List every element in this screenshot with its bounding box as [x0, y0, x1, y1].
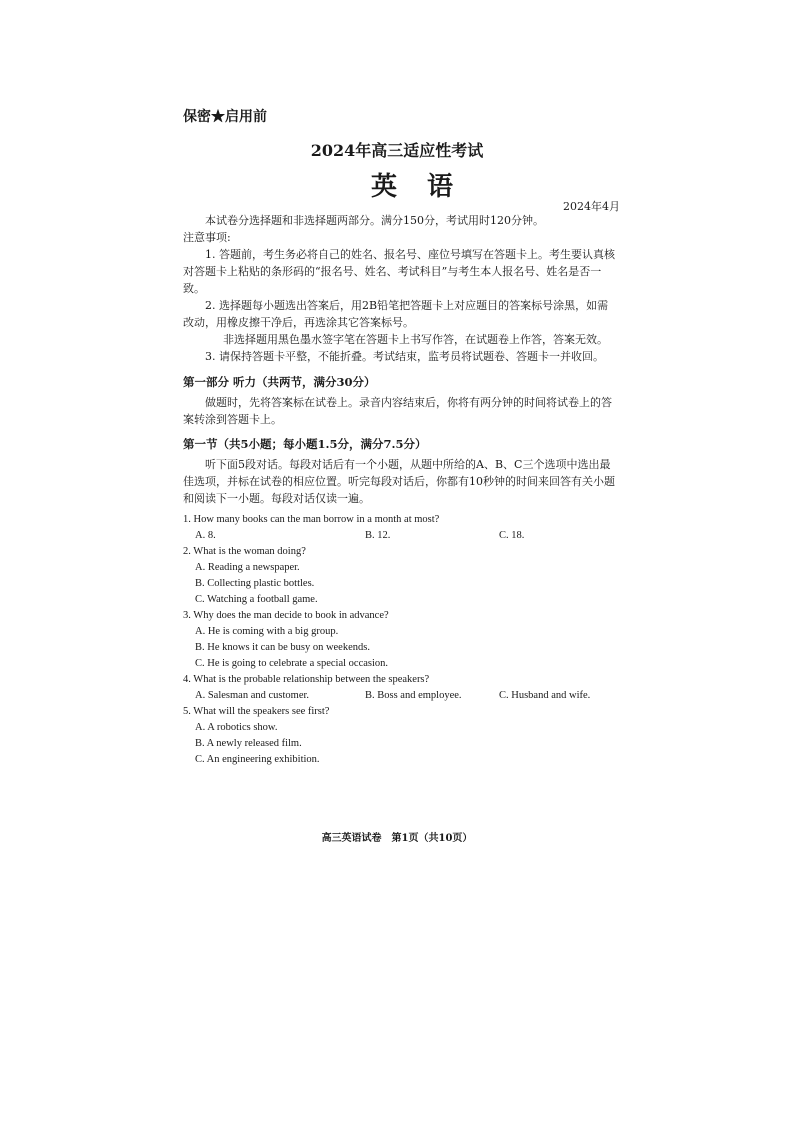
- question-4-option-c: C. Husband and wife.: [499, 690, 591, 701]
- question-5-option-c: C. An engineering exhibition.: [195, 754, 320, 765]
- question-3-option-c: C. He is going to celebrate a special occasion.: [195, 658, 389, 669]
- question-1-stem: 1. How many books can the man borrow in a month at most?: [183, 514, 440, 525]
- section1-heading: 第一节（共5小题；每小题1.5分，满分7.5分）: [183, 437, 427, 451]
- instructions-intro: 本试卷分选择题和非选择题两部分。满分150分，考试用时120分钟。: [205, 214, 544, 227]
- question-4-option-a: A. Salesman and customer.: [195, 690, 310, 701]
- section1-intro: 听下面5段对话。每段对话后有一个小题，从题中所给的A、B、C三个选项中选出最佳选项，并标在试卷的相应位置。听完每段对话后，你都有10秒钟的时间来回答有关小题和阅读下一小题。每段对话仅读一遍。: [183, 458, 615, 505]
- question-2-option-c: C. Watching a football game.: [195, 594, 318, 605]
- question-5-stem: 5. What will the speakers see first?: [183, 706, 330, 717]
- instructions: [183, 212, 615, 365]
- notes-label: 注意事项:: [183, 231, 231, 244]
- question-2-stem: 2. What is the woman doing?: [183, 546, 306, 557]
- question-5-option-a: A. A robotics show.: [195, 722, 278, 733]
- question-1-option-a: A. 8.: [195, 530, 216, 541]
- part1: [183, 374, 615, 428]
- note-1: 1. 答题前，考生务必将自己的姓名、报名号、座位号填写在答题卡上。考生要认真核对答题卡上粘贴的条形码的“报名号、姓名、考试科目”与考生本人报名号、姓名是否一致。: [183, 248, 615, 295]
- question-1-option-c: C. 18.: [499, 530, 525, 541]
- question-5-option-b: B. A newly released film.: [195, 738, 302, 749]
- page-footer: 高三英语试卷 第1页（共10页）: [321, 833, 473, 844]
- note-2b: 非选择题用黑色墨水签字笔在答题卡上书写作答，在试题卷上作答，答案无效。: [223, 333, 608, 346]
- question-4-option-b: B. Boss and employee.: [365, 690, 462, 701]
- exam-title: 2024年高三适应性考试: [310, 141, 484, 160]
- question-1-option-b: B. 12.: [365, 530, 391, 541]
- note-2: 2. 选择题每小题选出答案后，用2B铅笔把答题卡上对应题目的答案标号涂黑，如需改动，用橡皮擦干净后，再选涂其它答案标号。: [183, 299, 609, 329]
- question-2-option-b: B. Collecting plastic bottles.: [195, 578, 315, 589]
- question-2-option-a: A. Reading a newspaper.: [195, 562, 300, 573]
- question-4-stem: 4. What is the probable relationship between the speakers?: [183, 674, 430, 685]
- part1-heading: 第一部分 听力（共两节，满分30分）: [183, 375, 376, 389]
- question-3-stem: 3. Why does the man decide to book in advance?: [183, 610, 389, 621]
- question-3-option-a: A. He is coming with a big group.: [195, 626, 339, 637]
- section1: [183, 436, 615, 507]
- part1-intro: 做题时，先将答案标在试卷上。录音内容结束后，你将有两分钟的时间将试卷上的答案转涂到答题卡上。: [183, 396, 612, 426]
- confidential-label: 保密★启用前: [183, 109, 267, 125]
- subject-title: 英语: [370, 172, 483, 202]
- note-3: 3. 请保持答题卡平整，不能折叠。考试结束，监考员将试题卷、答题卡一并收回。: [205, 350, 604, 363]
- exam-date: 2024年4月: [563, 200, 620, 213]
- question-3-option-b: B. He knows it can be busy on weekends.: [195, 642, 370, 653]
